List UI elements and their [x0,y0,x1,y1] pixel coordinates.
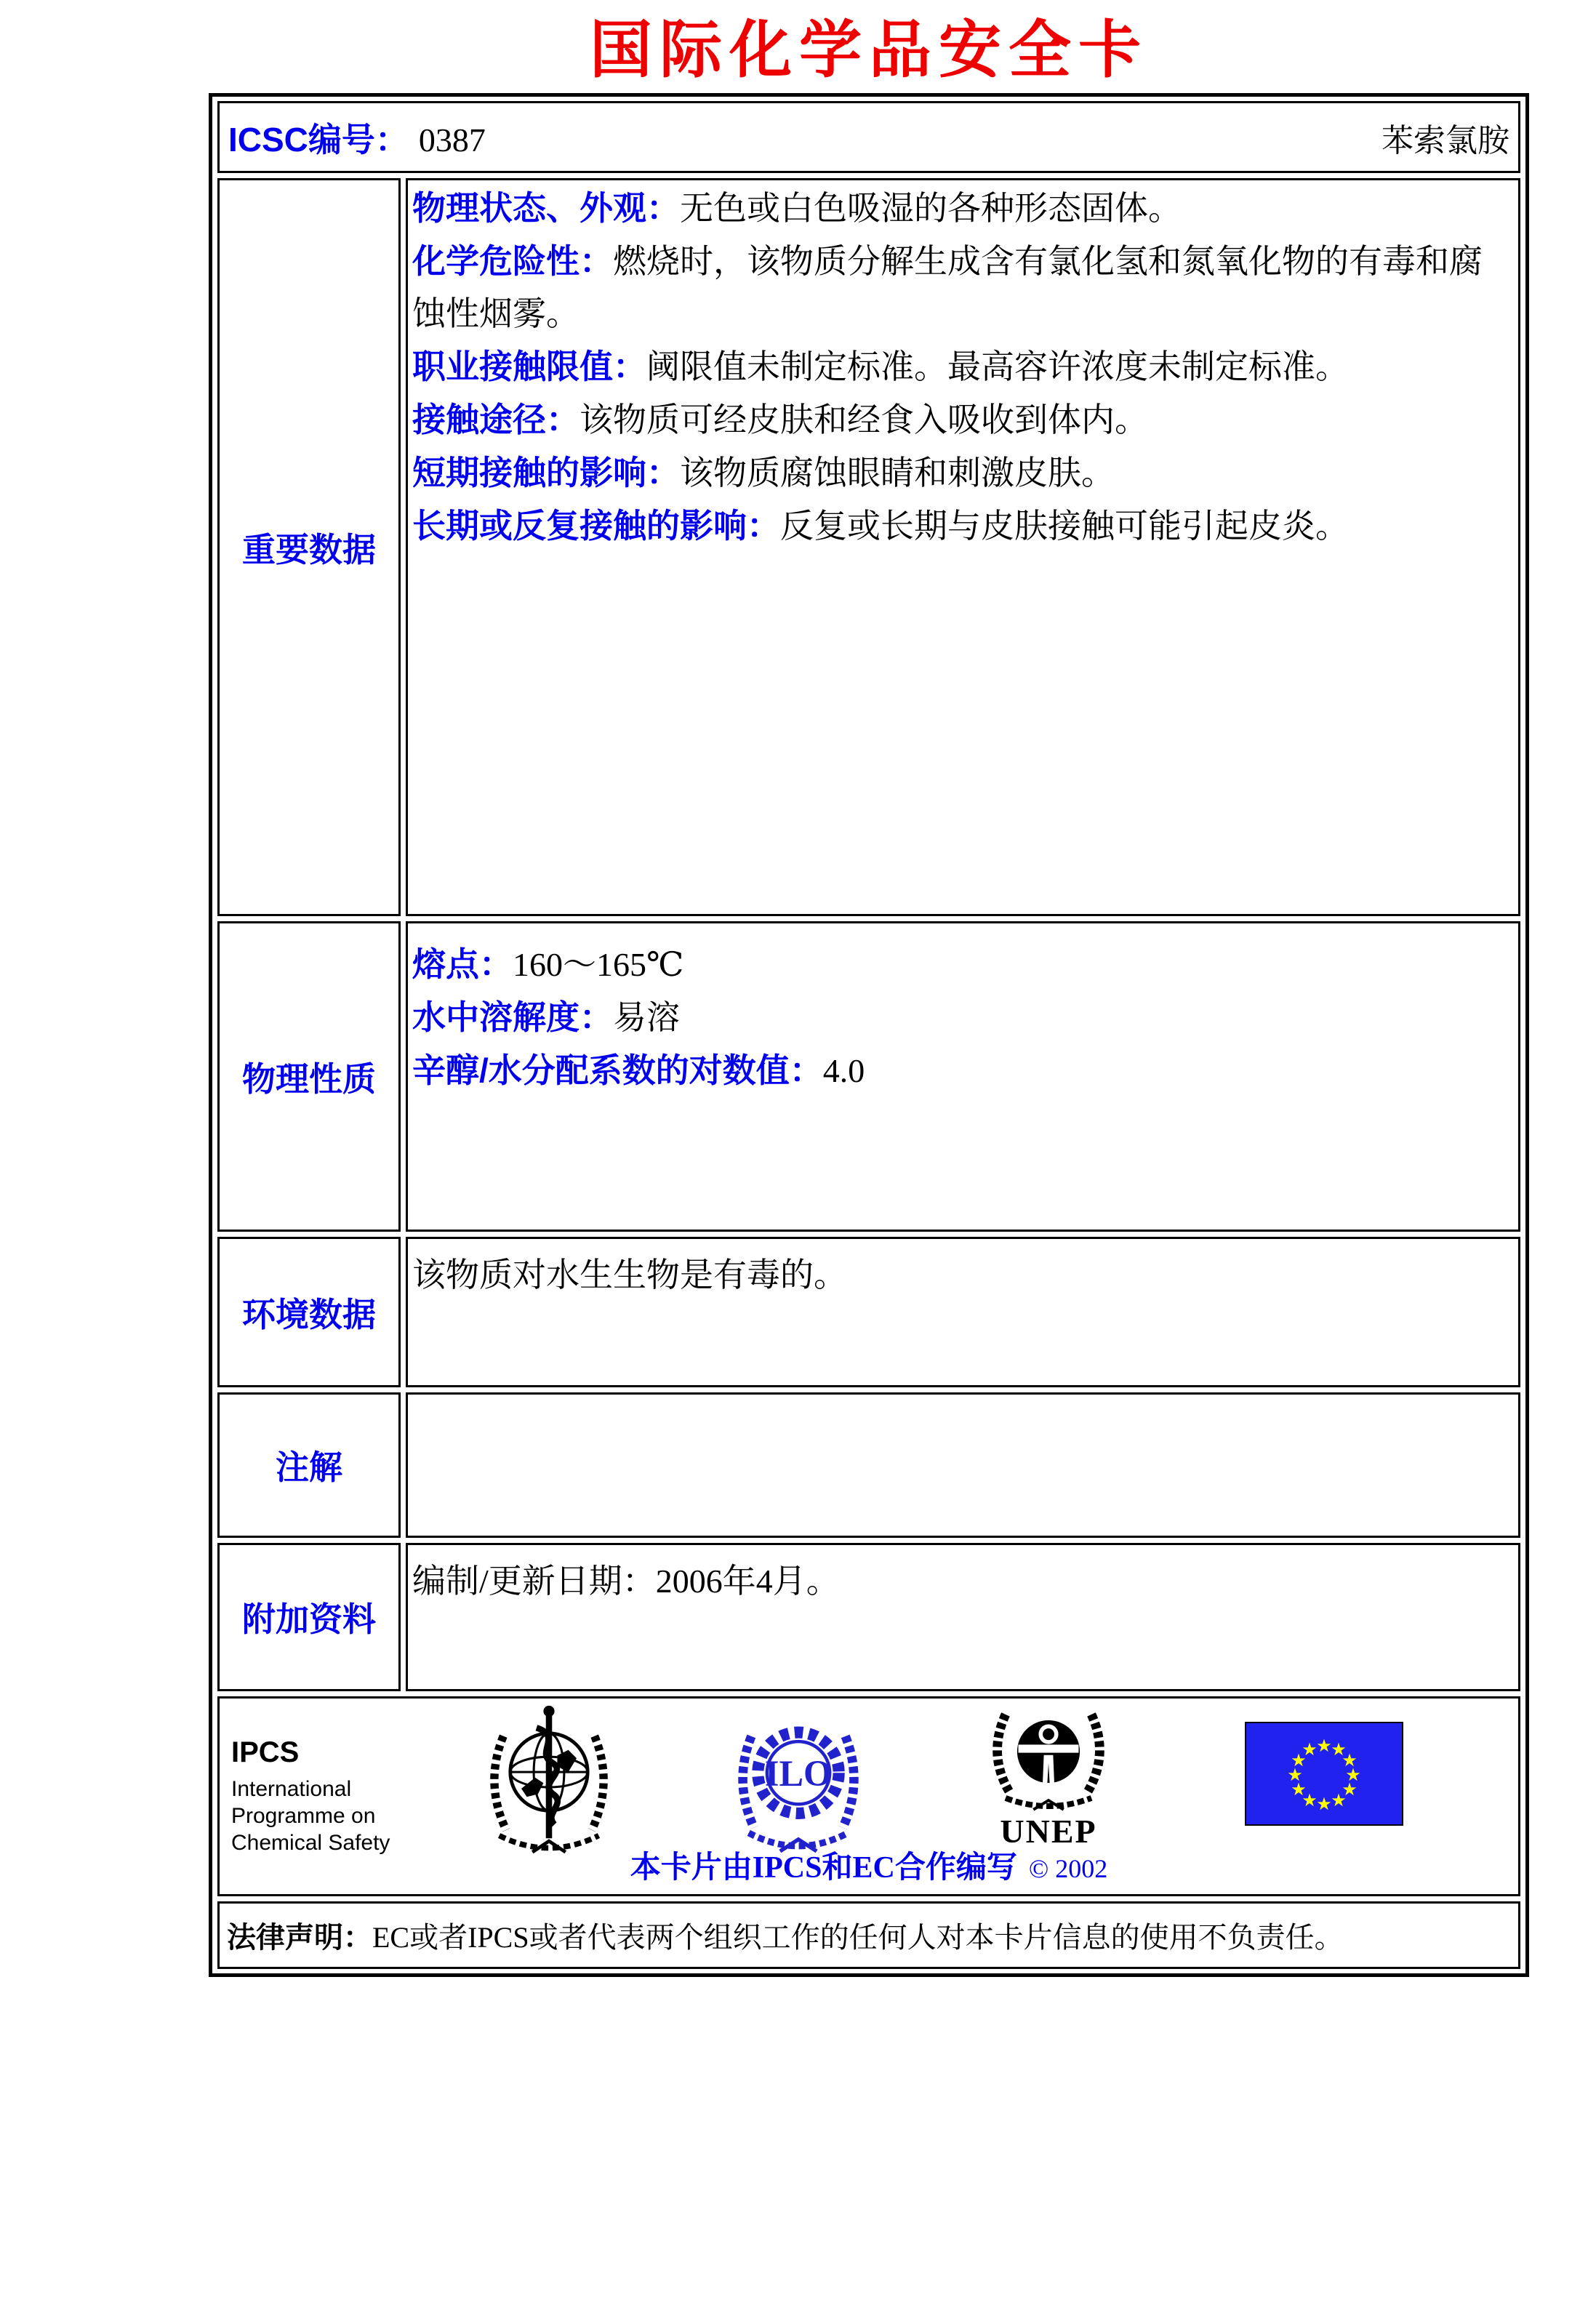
unep-label: UNEP [1000,1813,1097,1850]
field-value: 反复或长期与皮肤接触可能引起皮炎。 [780,508,1349,545]
svg-text:★: ★ [1342,1750,1358,1770]
legal-notice-label: 法律声明： [227,1922,372,1954]
field-row [412,340,1489,393]
important-data-row [217,178,1520,916]
physical-properties-label: 物理性质 [217,921,401,1232]
field-label: 接触途径： [412,401,580,438]
field-label: 物理状态、外观： [412,189,680,227]
physical-properties-row [217,921,1520,1232]
field-row [412,393,1489,446]
field-value: 易溶 [613,999,680,1036]
svg-text:★: ★ [1316,1794,1332,1814]
additional-info-text: 编制/更新日期：2006年4月。 [412,1563,840,1600]
copyright-text: © 2002 [1028,1854,1108,1883]
field-value: 燃烧时，该物质分解生成含有氯化氢和氮氧化物的有毒和腐蚀性烟雾。 [412,243,1483,332]
field-row [412,182,1489,235]
icsc-number-label: ICSC编号： [228,120,409,159]
svg-text:★: ★ [1287,1765,1303,1785]
icsc-number-value: 0387 [418,121,486,159]
important-data-label: 重要数据 [217,178,401,916]
page-title: 国际化学品安全卡 [590,15,1148,85]
notes-content [406,1392,1520,1538]
field-label: 长期或反复接触的影响： [412,507,780,545]
additional-info-row [217,1543,1520,1691]
header-row [217,101,1520,173]
svg-text:★: ★ [1316,1736,1332,1756]
chemical-name: 苯索氯胺 [1382,122,1509,159]
field-row [412,500,1489,553]
ipcs-line: Chemical Safety [231,1831,390,1855]
svg-text:★: ★ [1291,1750,1307,1770]
svg-text:★: ★ [1331,1739,1347,1760]
credit-text: 本卡片由IPCS和EC合作编写 [630,1851,1017,1885]
icsc-card-table [209,93,1529,1977]
field-label: 熔点： [412,945,513,983]
unep-emblem-icon [985,1703,1112,1848]
svg-text:★: ★ [1331,1790,1347,1810]
field-value: 该物质可经皮肤和经食入吸收到体内。 [580,401,1148,438]
svg-text:★: ★ [1345,1765,1361,1785]
field-value: 4.0 [822,1052,865,1089]
environmental-data-label: 环境数据 [217,1237,401,1387]
field-label: 水中溶解度： [412,998,613,1036]
svg-text:★: ★ [1291,1779,1307,1800]
eu-flag-icon [1245,1722,1403,1826]
field-label: 辛醇/水分配系数的对数值： [412,1051,823,1089]
field-label: 职业接触限值： [412,348,646,385]
svg-text:★: ★ [1302,1739,1318,1760]
header-cell [217,101,1520,173]
icsc-number-group [228,113,486,161]
ipcs-line: International [231,1777,352,1801]
notes-label: 注解 [217,1392,401,1538]
field-label: 化学危险性： [412,242,613,280]
additional-info-content [406,1543,1520,1691]
physical-properties-content [406,921,1520,1232]
field-value: 阈限值未制定标准。最高容许浓度未制定标准。 [646,348,1349,385]
field-label: 短期接触的影响： [412,454,680,492]
environmental-data-row [217,1237,1520,1387]
ipcs-title: IPCS [231,1736,300,1768]
credit-line [220,1843,1518,1887]
legal-notice-text: EC或者IPCS或者代表两个组织工作的任何人对本卡片信息的使用不负责任。 [372,1921,1344,1954]
field-row [412,991,1489,1044]
logos-footer-row [217,1696,1520,1896]
field-row [412,446,1489,500]
ipcs-text-block [231,1736,390,1856]
legal-notice-row [217,1901,1520,1969]
field-value: 160～165℃ [513,946,684,983]
environmental-data-text: 该物质对水生生物是有毒的。 [412,1256,847,1294]
ipcs-line: Programme on [231,1804,376,1828]
logos-footer-cell [217,1696,1520,1896]
field-row [412,938,1489,991]
svg-text:★: ★ [1342,1779,1358,1800]
important-data-content [406,178,1520,916]
field-value: 该物质腐蚀眼睛和刺激皮肤。 [680,454,1115,492]
field-row [412,235,1489,340]
field-row [412,1044,1489,1097]
field-value: 无色或白色吸湿的各种形态固体。 [680,190,1182,227]
environmental-data-content [406,1237,1520,1387]
ilo-letters: ILO [764,1753,833,1794]
notes-row [217,1392,1520,1538]
svg-text:★: ★ [1302,1790,1318,1810]
legal-notice-cell [217,1901,1520,1969]
additional-info-label: 附加资料 [217,1543,401,1691]
